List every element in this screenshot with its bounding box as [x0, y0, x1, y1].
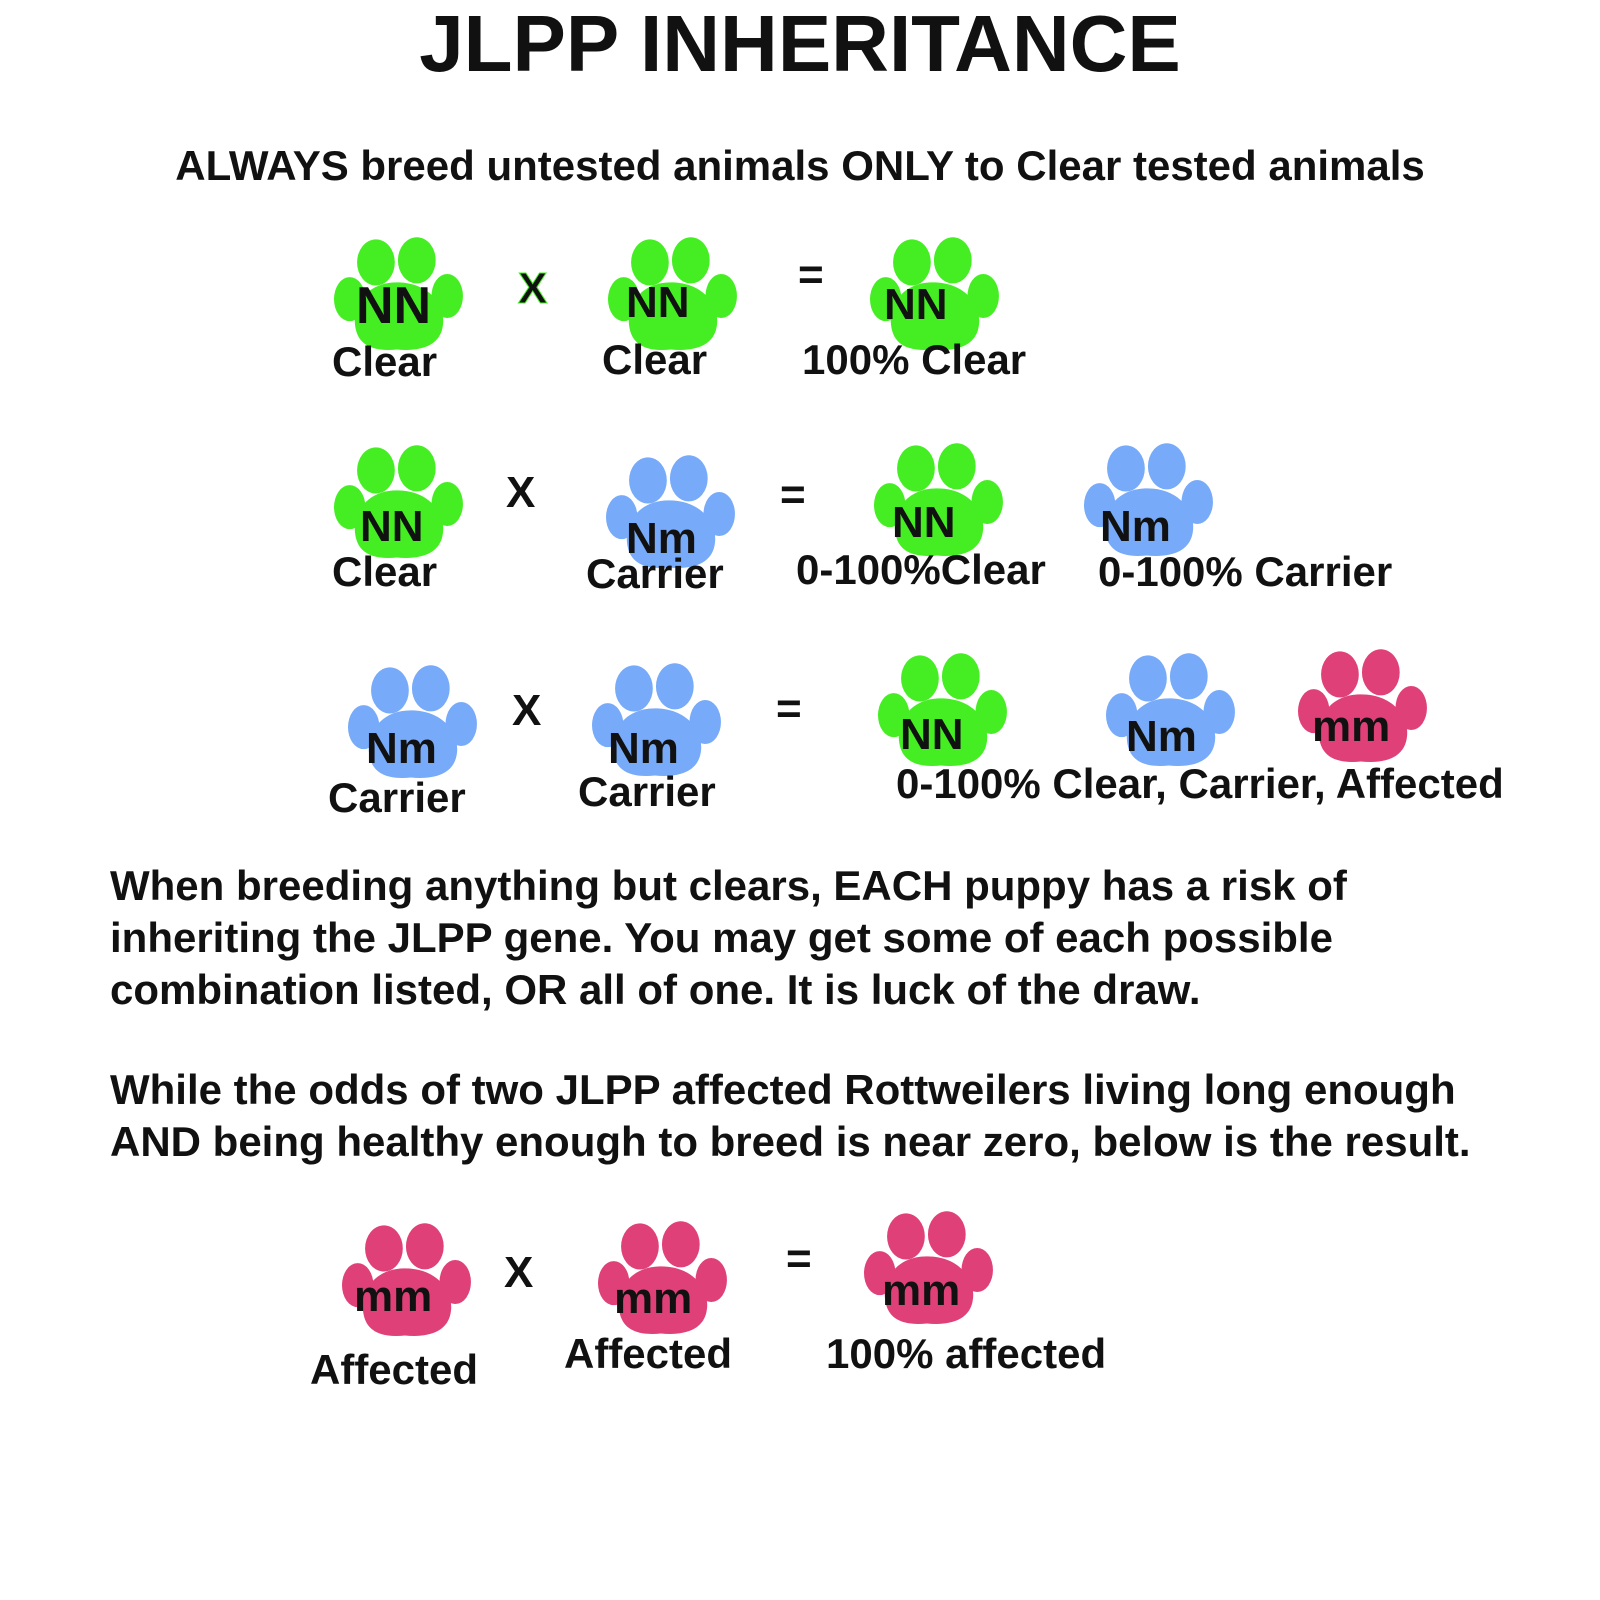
genotype-label: Nm: [608, 724, 679, 773]
result-label: 100% Clear: [802, 336, 1027, 383]
genotype-label: NN: [900, 710, 964, 759]
genotype-label: Nm: [1126, 712, 1197, 761]
subtitle: ALWAYS breed untested animals ONLY to Clear tested animals: [175, 142, 1425, 189]
result-label: 0-100% Clear, Carrier, Affected: [896, 760, 1504, 807]
equals-symbol: =: [798, 250, 824, 299]
genotype-label: NN: [884, 280, 948, 329]
genotype-label: Nm: [366, 724, 437, 773]
genotype-label: mm: [614, 1274, 693, 1323]
parent-label: Carrier: [586, 550, 724, 597]
genotype-label: Nm: [1100, 502, 1171, 551]
equals-symbol: =: [780, 470, 806, 519]
note-paragraph: While the odds of two JLPP affected Rottweilers living long enough AND being healthy enough to breed is near zero, below is the result.: [110, 1066, 1471, 1165]
genotype-label: NN: [626, 278, 690, 327]
result-label: 0-100% Carrier: [1098, 548, 1393, 595]
equals-symbol: =: [786, 1234, 812, 1283]
paw-icon-carrier: [592, 662, 722, 782]
paw-icon-carrier: [1106, 652, 1236, 772]
parent-label: Affected: [564, 1330, 733, 1377]
paw-icon-clear: [334, 444, 464, 564]
genotype-label: mm: [882, 1266, 961, 1315]
equals-symbol: =: [776, 684, 802, 733]
parent-label: Carrier: [578, 768, 716, 815]
genotype-label: NN: [360, 502, 424, 551]
result-label: 100% affected: [826, 1330, 1107, 1377]
parent-label: Clear: [332, 338, 438, 385]
result-label: 0-100%Clear: [796, 546, 1046, 593]
explanation-paragraph: When breeding anything but clears, EACH puppy has a risk of inheriting the JLPP gene. You may get some of each possible combination listed, OR all of one. It is luck of the draw.: [110, 862, 1347, 1013]
paw-icon-affected: [864, 1210, 994, 1330]
cross-symbol: X: [506, 468, 536, 517]
paw-icon-carrier: [1084, 442, 1214, 562]
paw-icon-affected: [342, 1222, 472, 1342]
paw-icon-affected: [598, 1220, 728, 1340]
page-title: JLPP INHERITANCE: [419, 0, 1181, 88]
genotype-label: mm: [354, 1272, 433, 1321]
genotype-label: NN: [892, 498, 956, 547]
paw-icon-carrier: [348, 664, 478, 784]
cross-symbol: X: [512, 686, 542, 735]
paw-icon-affected: [1298, 648, 1428, 768]
paw-icon-clear: [878, 652, 1008, 772]
parent-label: Clear: [332, 548, 438, 595]
genotype-label: mm: [1312, 702, 1391, 751]
genotype-label: Nm: [626, 514, 697, 563]
parent-label: Carrier: [328, 774, 466, 821]
cross-symbol: X: [504, 1248, 534, 1297]
parent-label: Affected: [310, 1346, 479, 1393]
parent-label: Clear: [602, 336, 708, 383]
paw-icon-clear: [874, 442, 1004, 562]
genotype-label: NN: [356, 277, 432, 335]
cross-symbol: X: [518, 264, 548, 313]
